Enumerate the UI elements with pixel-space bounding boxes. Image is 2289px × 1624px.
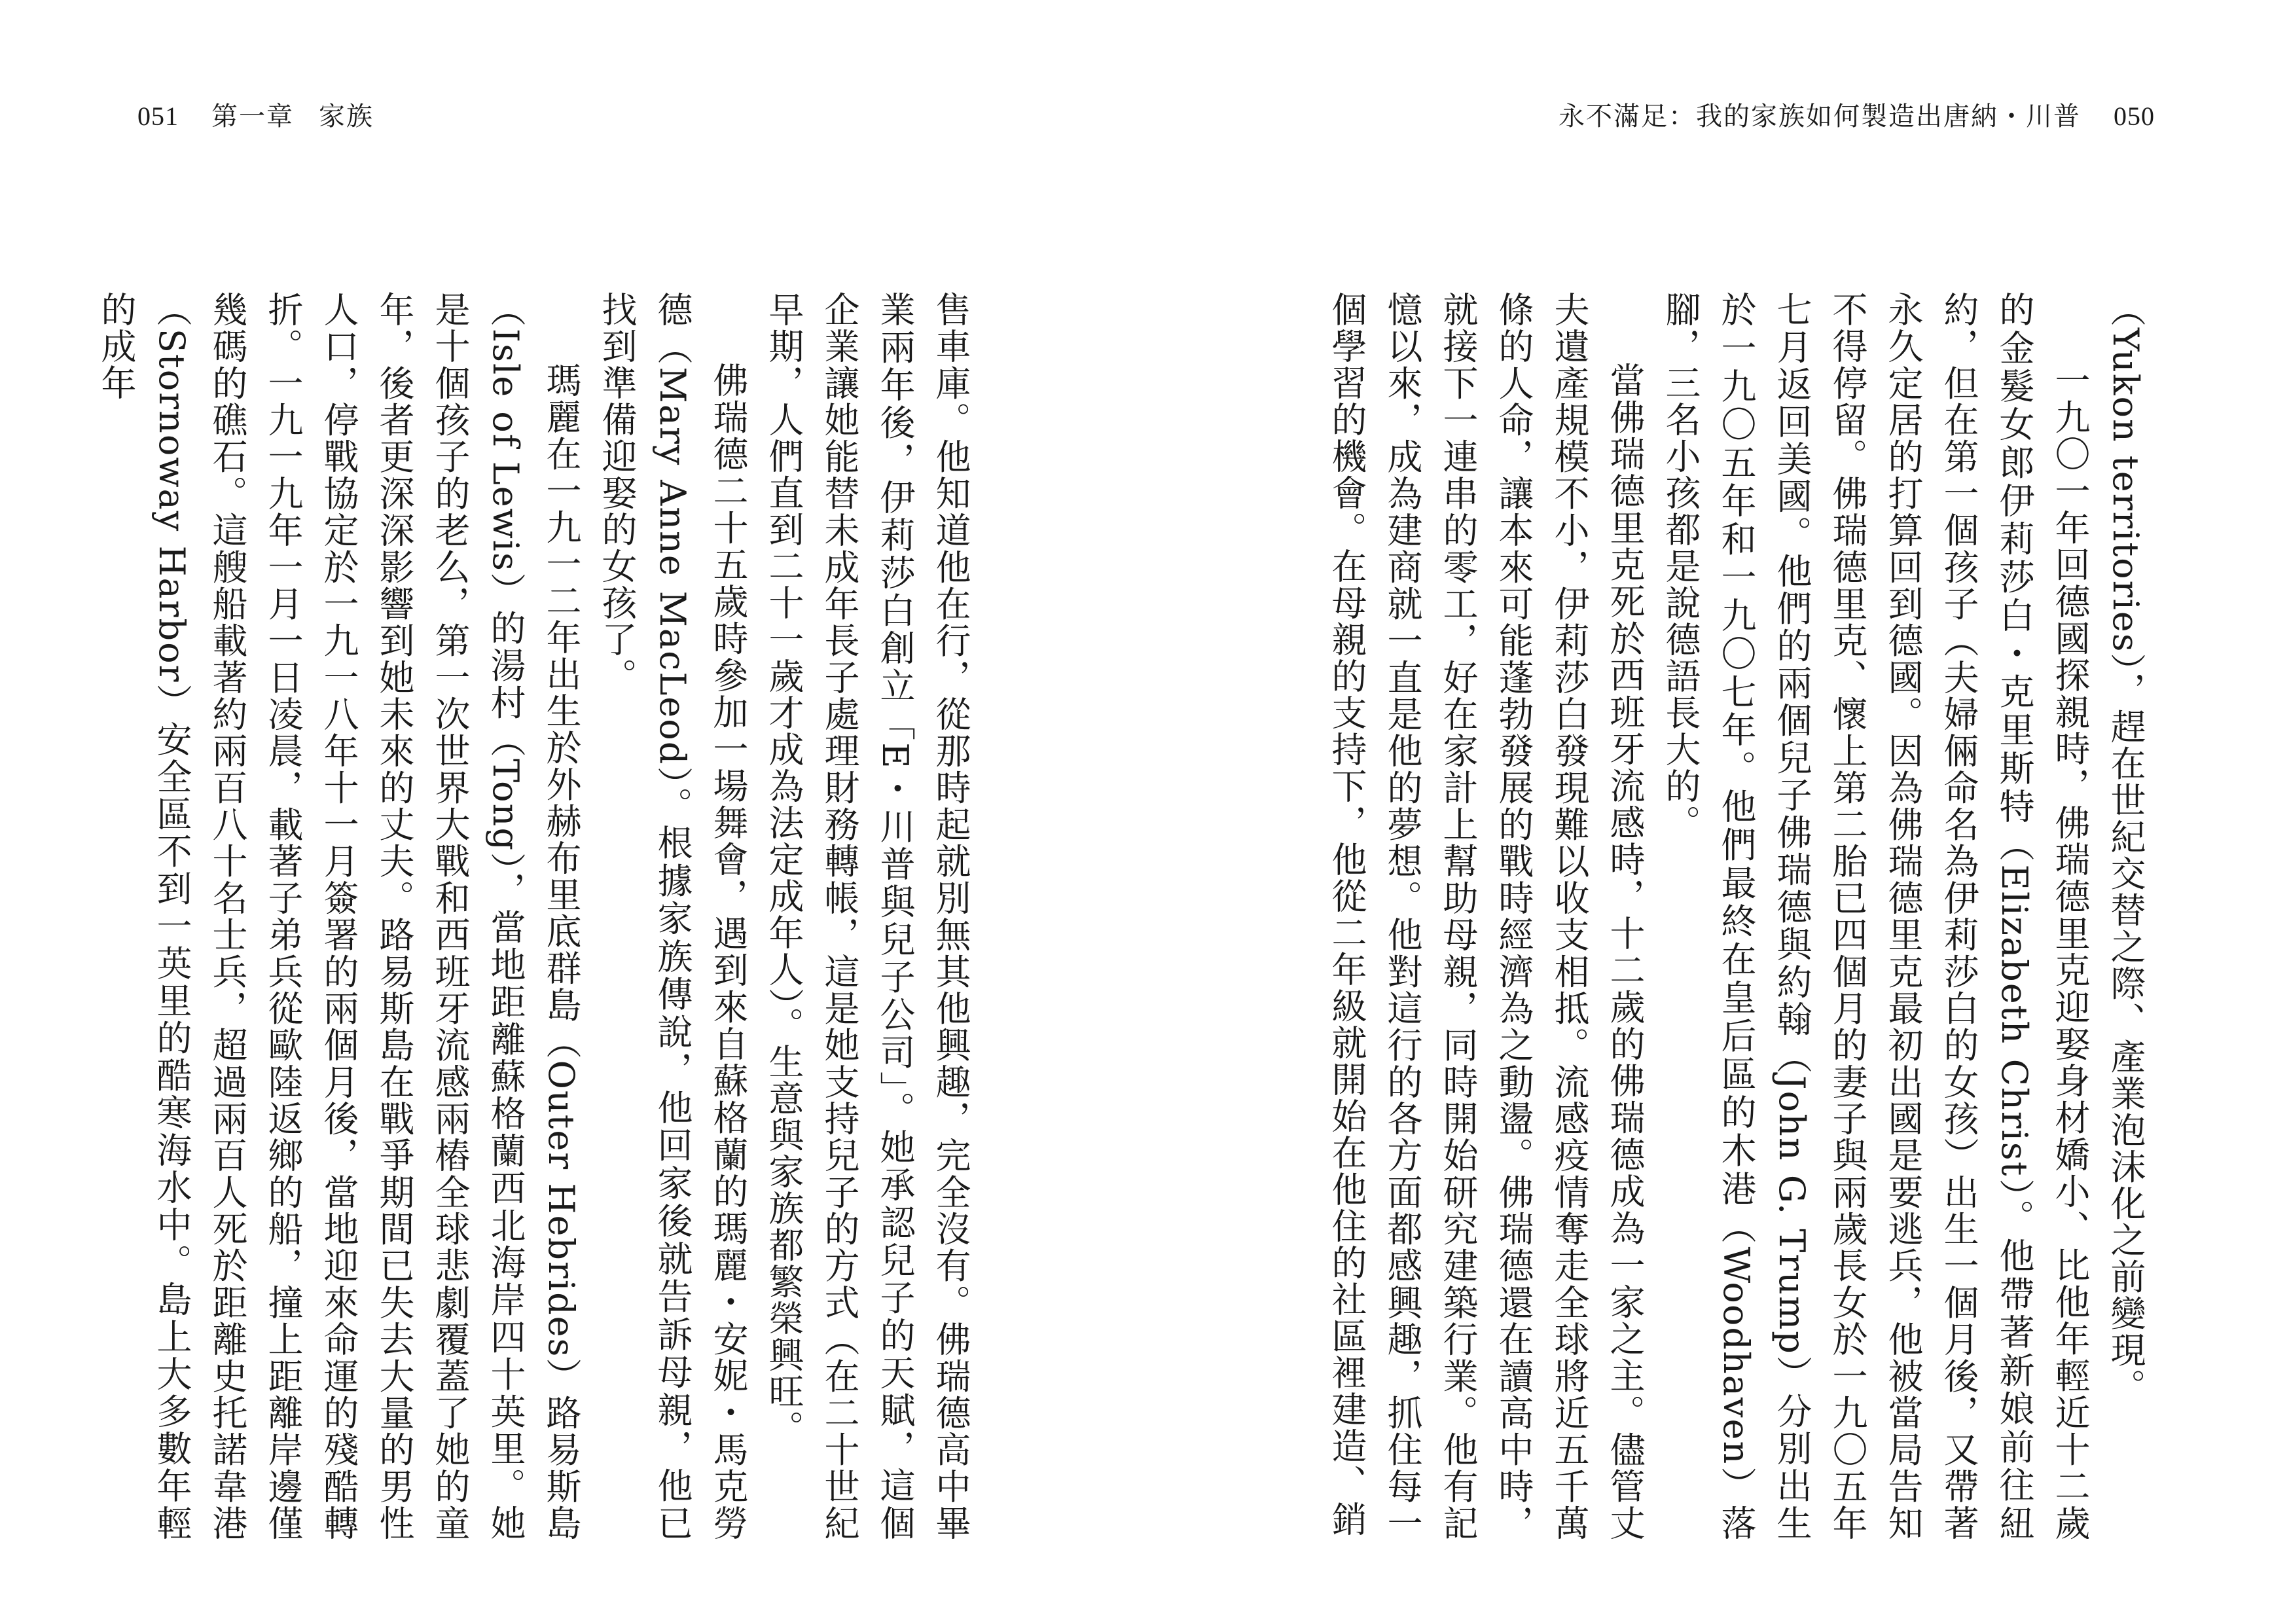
paragraph: 瑪麗在一九一二年出生於外赫布里底群島（Outer Hebrides）路易斯島（Isle of Lewis）的湯村（Tong），當地距離蘇格蘭西北海岸四十英里。她是十個孩子的老么，第一次世界大戰和西班牙流感兩樁全球悲劇覆蓋了她的童年，後者更深深影響到她未來的丈夫。路易斯島在戰爭期間已失去大量的男性人口，停戰協定於一九一八年十一月簽署的兩個月後，當地迎來命運的殘酷轉折。一九一九年一月一日凌晨，載著子弟兵從歐陸返鄉的船，撞上距離岸邊僅幾碼的礁石。這艘船載著約兩百八十名士兵，超過兩百人死於距離史托諾韋港（Stornoway Harbor）安全區不到一英里的酷寒海水中。島上大多數年輕的成年 <box>96 291 582 1542</box>
book-title: 永不滿足：我的家族如何製造出唐納・川普 <box>1559 101 2081 132</box>
right-page-header <box>1559 98 2155 135</box>
left-page-number: 051 <box>137 101 179 131</box>
paragraph: 佛瑞德二十五歲時參加一場舞會，遇到來自蘇格蘭的瑪麗・安妮・馬克勞德（Mary Anne MacLeod）。根據家族傳說，他回家後就告訴母親，他已找到準備迎娶的女孩了。 <box>596 291 749 1542</box>
paragraph: 當佛瑞德里克死於西班牙流感時，十二歲的佛瑞德成為一家之主。儘管丈夫遺產規模不小，伊莉莎白發現難以收支相抵。流感疫情奪走全球將近五千萬條的人命，讓本來可能蓬勃發展的戰時經濟為之動盪。佛瑞德還在讀高中時，就接下一連串的零工，好在家計上幫助母親，同時開始研究建築行業。他有記憶以來，成為建商就一直是他的夢想。他對這行的各方面都感興趣，抓住每一個學習的機會。在母親的支持下，他從二年級就開始在他住的社區裡建造、銷 <box>1326 291 1646 1542</box>
chapter-label: 第一章 <box>211 101 294 132</box>
right-page-body <box>1322 291 2154 1542</box>
chapter-title: 家族 <box>319 101 374 132</box>
right-page-number: 050 <box>2114 101 2155 131</box>
paragraph: 售車庫。他知道他在行，從那時起就別無其他興趣，完全沒有。佛瑞德高中畢業兩年後，伊莉莎白創立「E・川普與兒子公司」。她承認兒子的天賦，這個企業讓她能替未成年長子處理財務轉帳，這是她支持兒子的方式（在二十世紀早期，人們直到二十一歲才成為法定成年人）。生意與家族都繁榮興旺。 <box>763 291 971 1542</box>
paragraph: 一九〇一年回德國探親時，佛瑞德里克迎娶身材嬌小、比他年輕近十二歲的金髮女郎伊莉莎白・克里斯特（Elizabeth Christ）。他帶著新娘前往紐約，但在第一個孩子（夫婦倆命名為伊莉莎白的女孩）出生一個月後，又帶著永久定居的打算回到德國。因為佛瑞德里克最初出國是要逃兵，他被當局告知不得停留。佛瑞德里克、懷上第二胎已四個月的妻子與兩歲長女於一九〇五年七月返回美國。他們的兩個兒子佛瑞德與約翰（John G. Trump）分別出生於一九〇五年和一九〇七年。他們最終在皇后區的木港（Woodhaven）落腳，三名小孩都是說德語長大的。 <box>1660 291 2091 1542</box>
paragraph: （Yukon territories），趕在世紀交替之際、產業泡沫化之前變現。 <box>2105 291 2146 1405</box>
left-page-body <box>96 291 979 1542</box>
left-page-header <box>137 98 374 135</box>
